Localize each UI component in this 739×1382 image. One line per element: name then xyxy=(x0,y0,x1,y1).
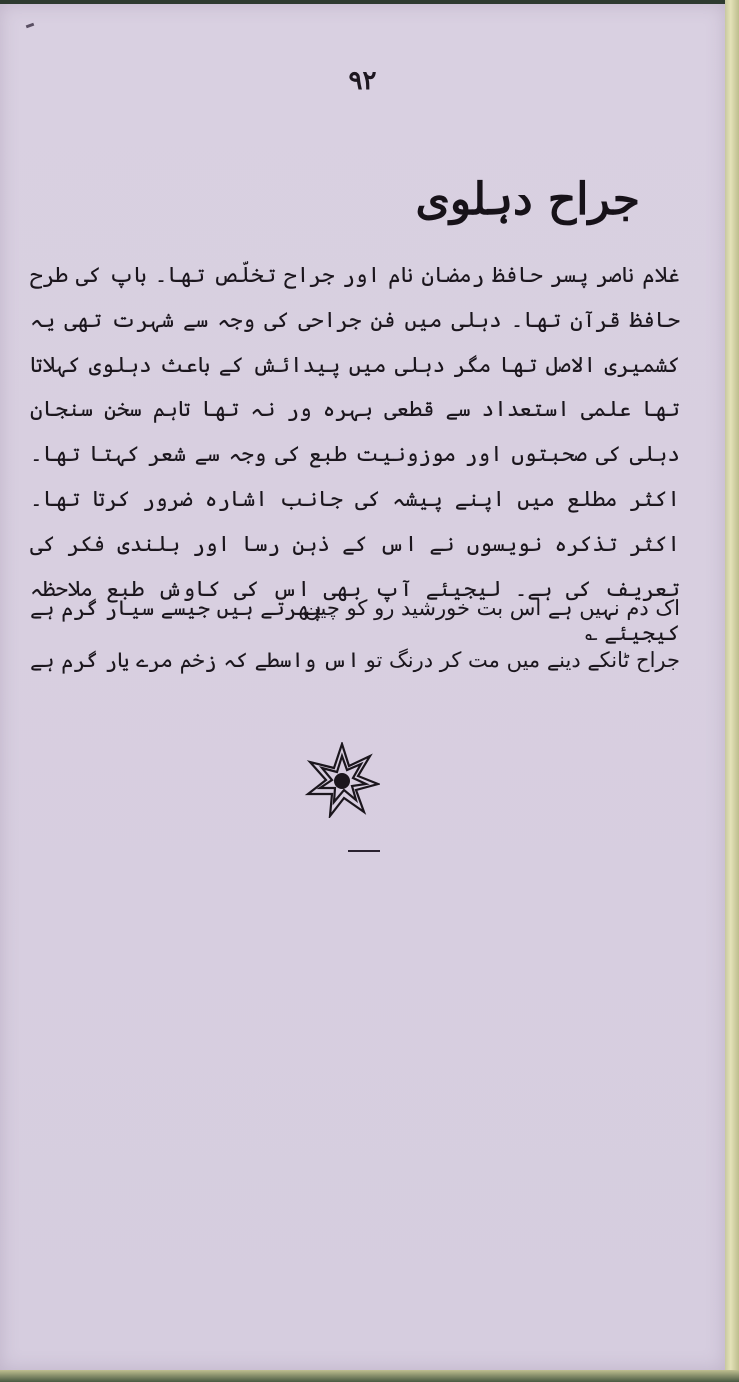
verse-first-line: جراح ٹانکے دینے میں مت کر درنگ تو xyxy=(365,648,680,672)
section-heading: جراح دہلوی xyxy=(415,174,640,225)
verse-second-line: پھرتے ہیں جیسے سیار گرم ہے xyxy=(30,596,322,620)
paragraph-text: غلام ناصر پسر حافظ رمضان نام اور جراح تخلّص تھا۔ باپ کی طرح حافظ قرآن تھا۔ دہلی میں فن جراحی کی وجہ سے شہرت تھی یہ کشمیری الاصل تھا مگر دہلی میں پیدائش کے باعث دہلوی کہلاتا تھا علمی استعداد سے قطعی بہرہ ور نہ تھا تاہم سخن سنجان دہلی کی صحبتوں اور موزونیت طبع کی وجہ سے شعر کہتا تھا۔ اکثر مطلع میں اپنے پیشہ کی جانب اشارہ ضرور کرتا تھا۔ اکثر تذکرہ نویسوں نے اس کے ذہن رسا اور بلندی فکر کی تعریف کی ہے۔ لیجیئے آپ بھی اس کی کاوش طبع ملاحظہ کیجیئے ؎ xyxy=(30,263,680,647)
book-page xyxy=(0,4,725,1370)
book-bottom-edge xyxy=(0,1370,739,1382)
page-number: ۹۲ xyxy=(348,66,377,96)
verse-second-line: اس واسطے کہ زخم مرے یار گرم ہے xyxy=(30,648,360,672)
book-page-edge xyxy=(725,0,739,1382)
section-divider xyxy=(348,850,380,852)
eight-point-star-flower-icon xyxy=(304,742,380,818)
verse-first-line: اک دم نہیں ہے اس بت خورشید رو کو چین xyxy=(304,596,680,620)
print-speck xyxy=(26,23,35,29)
